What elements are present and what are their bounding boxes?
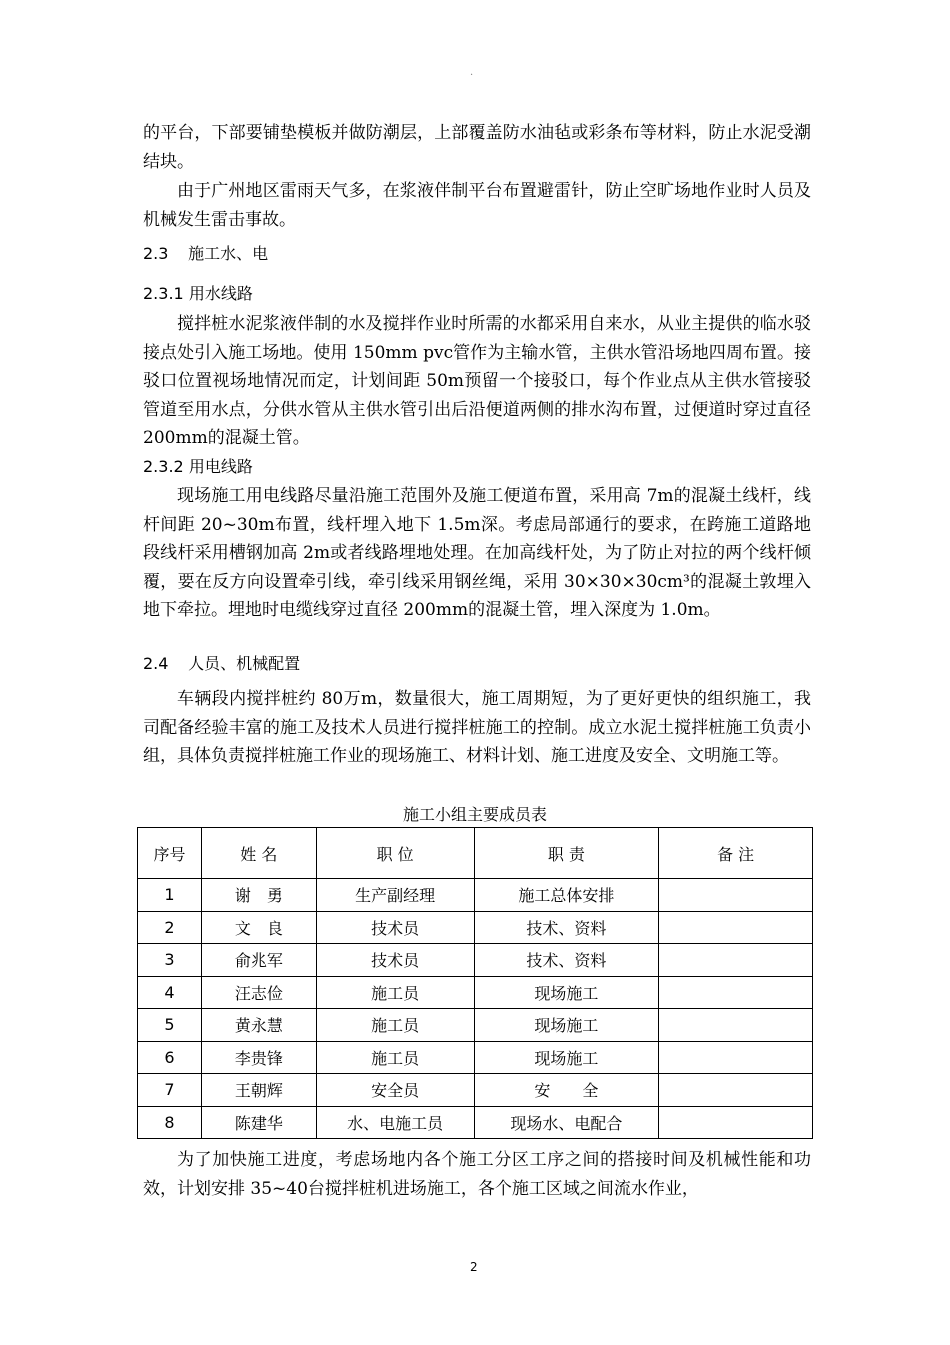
heading-number: 2.3 <box>143 244 169 263</box>
cell-index: 6 <box>138 1041 202 1074</box>
heading-text: 用电线路 <box>188 457 253 476</box>
cell-position: 安全员 <box>316 1074 474 1107</box>
cell-remark <box>659 1106 813 1139</box>
cell-name: 王朝辉 <box>201 1074 316 1107</box>
paragraph-machinery: 为了加快施工进度，考虑场地内各个施工分区工序之间的搭接时间及机械性能和功效，计划安排 35~40台搅拌桩机进场施工，各个施工区域之间流水作业， <box>143 1150 811 1199</box>
cell-name: 俞兆军 <box>201 944 316 977</box>
cell-duty: 技术、资料 <box>474 911 659 944</box>
cell-remark <box>659 1009 813 1042</box>
paragraph-lightning: 由于广州地区雷雨天气多，在浆液伴制平台布置避雷针，防止空旷场地作业时人员及机械发生雷击事故。 <box>143 181 811 230</box>
cell-name: 汪志俭 <box>201 976 316 1009</box>
cell-remark <box>659 944 813 977</box>
cell-duty: 技术、资料 <box>474 944 659 977</box>
cell-index: 1 <box>138 879 202 912</box>
table-row <box>138 1106 813 1139</box>
heading-text: 人员、机械配置 <box>188 654 301 673</box>
paragraph-waterproof: 的平台，下部要铺垫模板并做防潮层，上部覆盖防水油毡或彩条布等材料，防止水泥受潮结块。 <box>143 123 811 172</box>
heading-number: 2.3.2 <box>143 457 184 476</box>
cell-name: 李贵锋 <box>201 1041 316 1074</box>
table-row <box>138 944 813 977</box>
column-header-name: 姓 名 <box>201 828 316 879</box>
heading-number: 2.3.1 <box>143 284 184 303</box>
cell-name: 黄永慧 <box>201 1009 316 1042</box>
cell-duty: 现场水、电配合 <box>474 1106 659 1139</box>
heading-2-3-2 <box>143 455 253 479</box>
paragraph-staffing: 车辆段内搅拌桩约 80万m，数量很大，施工周期短，为了更好更快的组织施工，我司配备经验丰富的施工及技术人员进行搅拌桩施工的控制。成立水泥土搅拌桩施工负责小组，具体负责搅拌桩施工作业的现场施工、材料计划、施工进度及安全、文明施工等。 <box>143 689 811 766</box>
heading-text: 用水线路 <box>188 284 253 303</box>
cell-name: 陈建华 <box>201 1106 316 1139</box>
cell-name: 谢 勇 <box>201 879 316 912</box>
table-row <box>138 879 813 912</box>
column-header-position: 职 位 <box>316 828 474 879</box>
table-header-row <box>138 828 813 879</box>
table-row <box>138 1074 813 1107</box>
table-row <box>138 1009 813 1042</box>
column-header-duty: 职 责 <box>474 828 659 879</box>
cell-position: 技术员 <box>316 944 474 977</box>
header-mark: · <box>470 70 474 81</box>
heading-2-4 <box>143 652 300 676</box>
cell-duty: 施工总体安排 <box>474 879 659 912</box>
heading-2-3 <box>143 242 268 266</box>
heading-number: 2.4 <box>143 654 169 673</box>
members-table <box>137 827 813 1139</box>
paragraph-water-supply: 搅拌桩水泥浆液伴制的水及搅拌作业时所需的水都采用自来水，从业主提供的临水驳接点处引入施工场地。使用 150mm pvc管作为主输水管，主供水管沿场地四周布置。接驳口位置视场地情况而定，计划间距 50m预留一个接驳口，每个作业点从主供水管接驳管道至用水点，分供水管从主供水管引出后沿便道两侧的排水沟布置，过便道时穿过直径 200mm的混凝土管。 <box>143 314 811 448</box>
paragraph-power-supply: 现场施工用电线路尽量沿施工范围外及施工便道布置，采用高 7m的混凝土线杆，线杆间距 20~30m布置，线杆埋入地下 1.5m深。考虑局部通行的要求，在跨施工道路地段线杆采用槽钢加高 2m或者线路埋地处理。在加高线杆处，为了防止对拉的两个线杆倾覆，要在反方向设置牵引线，牵引线采用钢丝绳，采用 30×30×30cm³的混凝土敦埋入地下牵拉。埋地时电缆线穿过直径 200mm的混凝土管，埋入深度为 1.0m。 <box>143 486 811 620</box>
cell-index: 5 <box>138 1009 202 1042</box>
column-header-remark: 备 注 <box>659 828 813 879</box>
table-row <box>138 1041 813 1074</box>
cell-remark <box>659 976 813 1009</box>
cell-index: 8 <box>138 1106 202 1139</box>
cell-index: 4 <box>138 976 202 1009</box>
cell-index: 3 <box>138 944 202 977</box>
cell-position: 生产副经理 <box>316 879 474 912</box>
cell-remark <box>659 879 813 912</box>
table-row <box>138 911 813 944</box>
cell-index: 2 <box>138 911 202 944</box>
cell-remark <box>659 1041 813 1074</box>
cell-index: 7 <box>138 1074 202 1107</box>
cell-duty: 现场施工 <box>474 976 659 1009</box>
cell-position: 水、电施工员 <box>316 1106 474 1139</box>
cell-remark <box>659 1074 813 1107</box>
cell-position: 施工员 <box>316 1009 474 1042</box>
cell-duty: 安 全 <box>474 1074 659 1107</box>
column-header-index: 序号 <box>138 828 202 879</box>
cell-remark <box>659 911 813 944</box>
cell-position: 施工员 <box>316 1041 474 1074</box>
cell-position: 技术员 <box>316 911 474 944</box>
table-caption: 施工小组主要成员表 <box>402 805 547 824</box>
cell-duty: 现场施工 <box>474 1041 659 1074</box>
cell-name: 文 良 <box>201 911 316 944</box>
page-number: 2 <box>470 1260 478 1274</box>
heading-2-3-1 <box>143 282 253 306</box>
cell-position: 施工员 <box>316 976 474 1009</box>
table-row <box>138 976 813 1009</box>
heading-text: 施工水、电 <box>188 244 269 263</box>
cell-duty: 现场施工 <box>474 1009 659 1042</box>
